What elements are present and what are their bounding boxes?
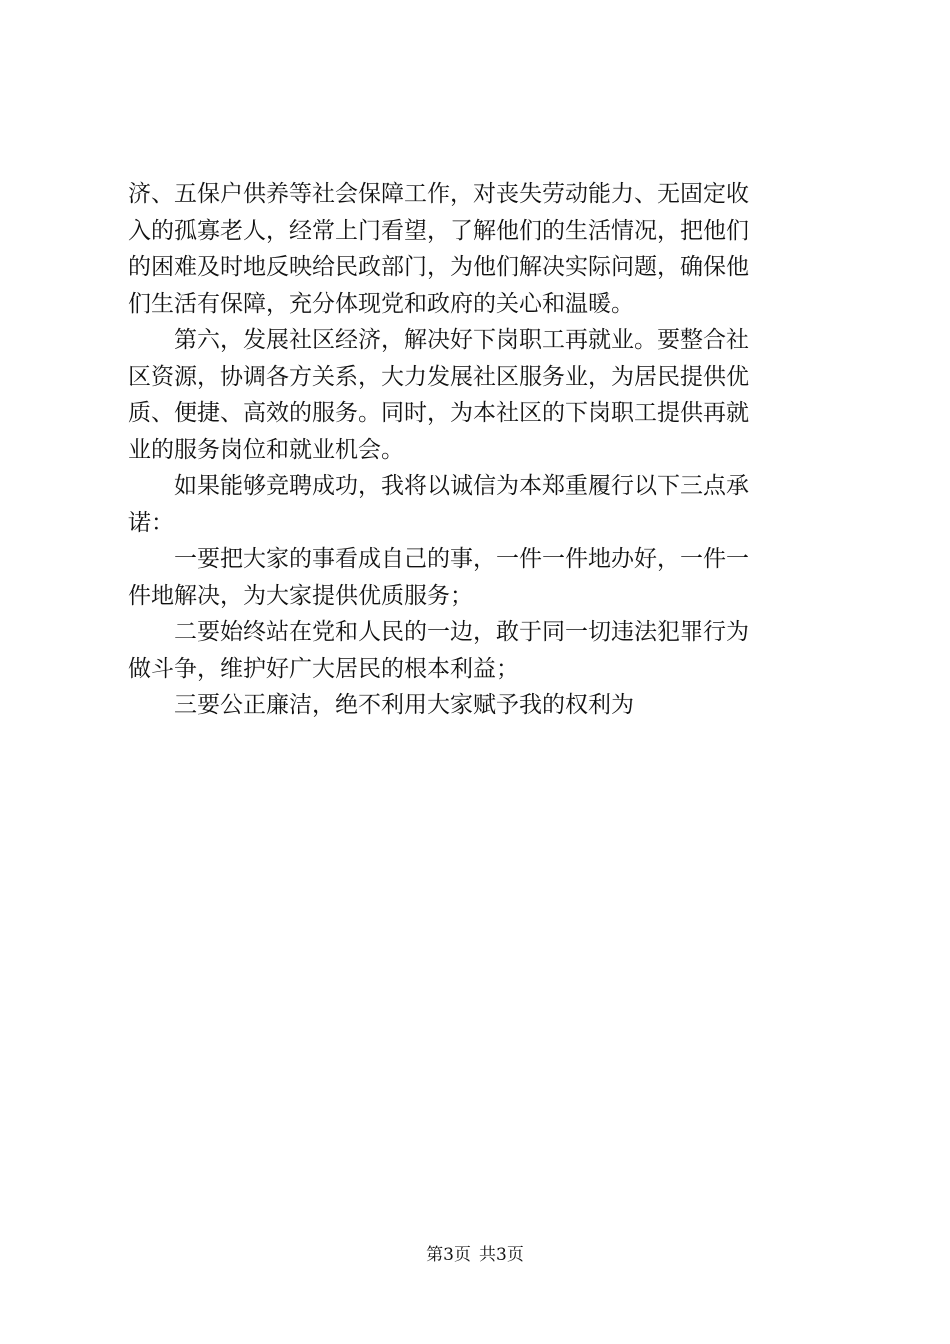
text-line: 三要公正廉洁，绝不利用大家赋予我的权利为	[128, 692, 634, 718]
text-line: 们生活有保障，充分体现党和政府的关心和温暖。	[128, 290, 634, 317]
page-footer	[0, 1244, 950, 1266]
text-line: 第六，发展社区经济，解决好下岗职工再就业。要整合社	[128, 327, 749, 353]
text-line: 质、便捷、高效的服务。同时，为本社区的下岗职工提供再就	[128, 400, 749, 426]
text-line: 诺：	[128, 509, 174, 536]
text-line: 一要把大家的事看成自己的事，一件一件地办好，一件一	[128, 546, 749, 572]
text-line: 件地解决，为大家提供优质服务；	[128, 582, 473, 609]
text-line: 入的孤寡老人，经常上门看望，了解他们的生活情况，把他们	[128, 217, 749, 244]
page-number: 第3页	[426, 1245, 471, 1265]
document-body	[128, 176, 832, 724]
text-line: 二要始终站在党和人民的一边，敢于同一切违法犯罪行为	[128, 619, 749, 645]
text-line: 业的服务岗位和就业机会。	[128, 436, 404, 463]
text-line: 如果能够竞聘成功，我将以诚信为本郑重履行以下三点承	[128, 473, 749, 499]
text-line: 济、五保户供养等社会保障工作，对丧失劳动能力、无固定收	[128, 181, 749, 207]
page-total: 共3页	[479, 1245, 524, 1265]
text-line: 区资源，协调各方关系，大力发展社区服务业，为居民提供优	[128, 363, 749, 390]
text-line: 做斗争，维护好广大居民的根本利益；	[128, 655, 519, 682]
text-line: 的困难及时地反映给民政部门，为他们解决实际问题，确保他	[128, 254, 749, 280]
